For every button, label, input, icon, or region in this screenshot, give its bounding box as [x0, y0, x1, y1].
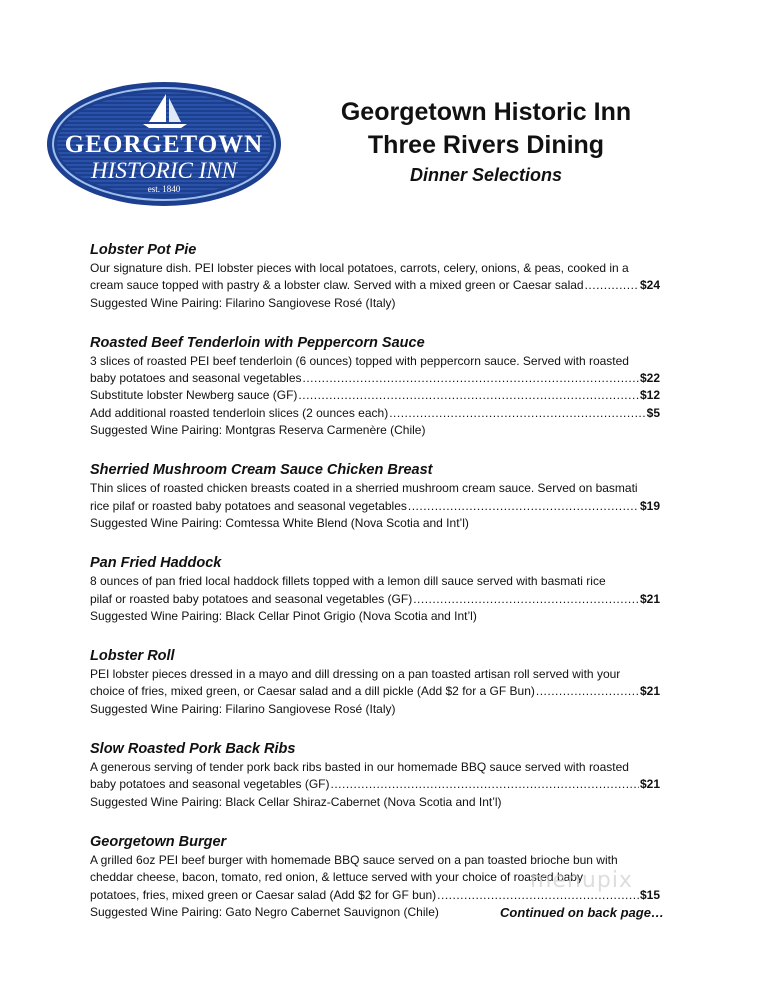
item-price: $15	[639, 887, 660, 902]
item-description: PEI lobster pieces dressed in a mayo and dill dressing on a pan toasted artisan roll served with your	[90, 667, 621, 682]
menu-item	[90, 333, 660, 439]
menu-header	[300, 96, 672, 188]
dining-subtitle: Three Rivers Dining	[367, 131, 605, 159]
item-name: Sherried Mushroom Cream Sauce Chicken Breast	[90, 462, 433, 479]
wine-pairing: Suggested Wine Pairing: Filarino Sangiovese Rosé (Italy)	[90, 295, 396, 310]
item-price: $21	[639, 591, 660, 606]
option-price: $5	[646, 405, 660, 420]
option-text: Substitute lobster Newberg sauce (GF)	[90, 388, 298, 403]
item-description: pilaf or roasted baby potatoes and seasonal vegetables (GF)	[90, 591, 413, 606]
item-description: A grilled 6oz PEI beef burger with homemade BBQ sauce served on a pan toasted brioche bun with	[90, 852, 618, 867]
item-name: Lobster Roll	[90, 648, 175, 665]
menu-item	[90, 240, 660, 312]
item-name: Georgetown Burger	[90, 833, 227, 850]
item-name: Pan Fried Haddock	[90, 555, 222, 572]
wine-pairing: Suggested Wine Pairing: Gato Negro Cabernet Sauvignon (Chile)	[90, 904, 439, 919]
option-text: Add additional roasted tenderloin slices (2 ounces each)	[90, 405, 389, 420]
logo-emblem	[45, 80, 283, 208]
item-price: $21	[639, 684, 660, 699]
item-price-line	[90, 277, 660, 294]
menu-item	[90, 460, 660, 532]
item-price: $19	[639, 498, 660, 513]
dot-leader	[330, 776, 638, 793]
item-price: $24	[639, 278, 660, 293]
item-price: $21	[639, 777, 660, 792]
item-name: Roasted Beef Tenderloin with Peppercorn Sauce	[90, 334, 425, 351]
substitute-option	[90, 387, 660, 404]
logo-line1: GEORGETOWN	[64, 131, 264, 158]
item-description: choice of fries, mixed green, or Caesar salad and a dill pickle (Add $2 for a GF Bun)	[90, 684, 535, 699]
menu-item	[90, 553, 660, 625]
item-description: cream sauce topped with pastry & a lobster claw. Served with a mixed green or Caesar salad	[90, 278, 584, 293]
wine-pairing: Suggested Wine Pairing: Montgras Reserva Carmenère (Chile)	[90, 423, 426, 438]
logo-line2: HISTORIC INN	[91, 158, 237, 183]
item-description: Our signature dish. PEI lobster pieces with local potatoes, carrots, celery, onions, & peas, cooked in a	[90, 261, 629, 275]
continued-note: Continued on back page…	[500, 905, 664, 920]
logo-established: est. 1840	[147, 184, 181, 194]
dot-leader	[303, 370, 639, 387]
item-description: rice pilaf or roasted baby potatoes and seasonal vegetables	[90, 498, 407, 513]
menu-item	[90, 739, 660, 811]
item-description: baby potatoes and seasonal vegetables	[90, 371, 302, 386]
item-description: baby potatoes and seasonal vegetables (GF)	[90, 777, 330, 792]
dot-leader	[585, 277, 639, 294]
item-price: $22	[639, 371, 660, 386]
dot-leader	[298, 387, 639, 404]
dot-leader	[389, 405, 645, 422]
item-name: Lobster Pot Pie	[90, 242, 197, 258]
dot-leader	[408, 498, 639, 515]
item-price-line	[90, 498, 660, 515]
item-price-line	[90, 370, 660, 387]
item-price-line	[90, 683, 660, 700]
item-price-line	[90, 591, 660, 608]
section-title: Dinner Selections	[409, 165, 563, 185]
dot-leader	[536, 683, 639, 700]
option-price: $12	[639, 388, 660, 403]
item-description: cheddar cheese, bacon, tomato, red onion, & lettuce served with your choice of roasted baby	[90, 870, 583, 885]
menu-item	[90, 646, 660, 718]
inn-logo	[45, 80, 283, 208]
dot-leader	[413, 591, 639, 608]
wine-pairing: Suggested Wine Pairing: Black Cellar Pinot Grigio (Nova Scotia and Int’l)	[90, 608, 477, 623]
item-description: 3 slices of roasted PEI beef tenderloin (6 ounces) topped with peppercorn sauce. Served with roasted	[90, 353, 629, 368]
add-on-option	[90, 405, 660, 422]
item-description: A generous serving of tender pork back ribs basted in our homemade BBQ sauce served with roasted	[90, 760, 629, 775]
menu-list	[90, 240, 660, 942]
item-description: Thin slices of roasted chicken breasts coated in a sherried mushroom cream sauce. Served on basmati	[90, 481, 638, 496]
item-description: 8 ounces of pan fried local haddock fillets topped with a lemon dill sauce served with basmati rice	[90, 574, 606, 589]
wine-pairing: Suggested Wine Pairing: Filarino Sangiovese Rosé (Italy)	[90, 701, 396, 716]
watermark: menupix	[530, 868, 633, 893]
wine-pairing: Suggested Wine Pairing: Comtessa White Blend (Nova Scotia and Int’l)	[90, 515, 469, 530]
wine-pairing: Suggested Wine Pairing: Black Cellar Shiraz-Cabernet (Nova Scotia and Int’l)	[90, 794, 502, 809]
restaurant-title: Georgetown Historic Inn	[340, 98, 632, 126]
item-price-line	[90, 776, 660, 793]
item-description: potatoes, fries, mixed green or Caesar salad (Add $2 for GF bun)	[90, 887, 437, 902]
item-name: Slow Roasted Pork Back Ribs	[90, 741, 296, 758]
